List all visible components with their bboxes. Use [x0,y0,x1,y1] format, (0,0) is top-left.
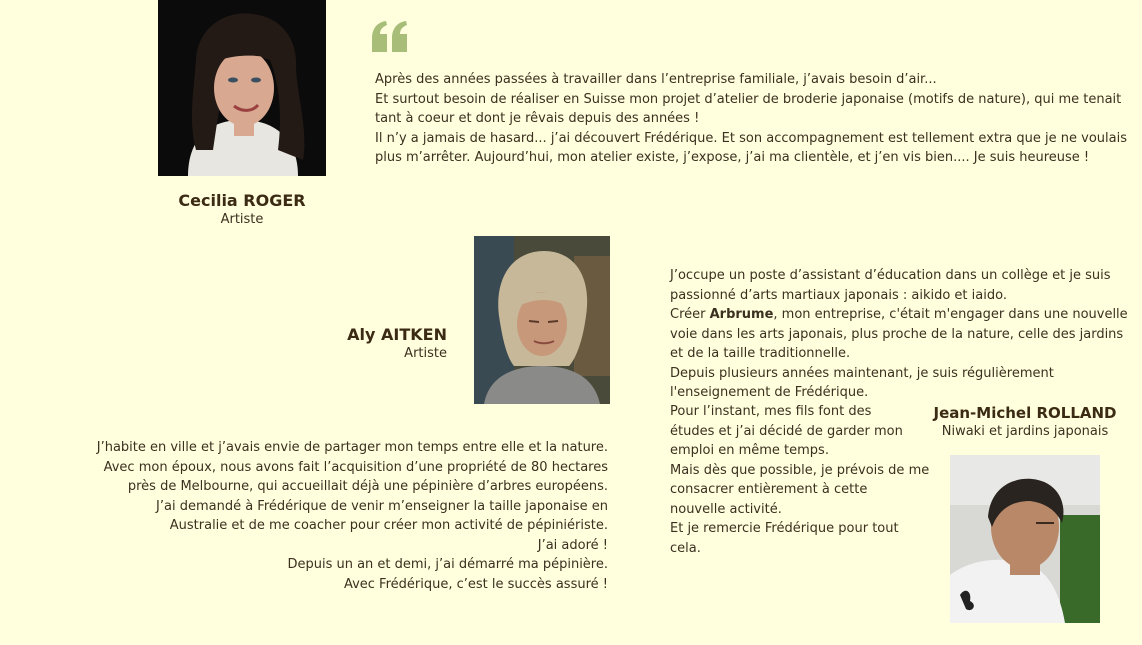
testimonial-line: J’ai demandé à Frédérique de venir m’enseigner la taille japonaise en [156,498,608,514]
testimonial-line: Pour l’instant, mes fils font des [670,404,872,419]
testimonial-line: Depuis plusieurs années maintenant, je suis régulièrement [670,365,1054,381]
testimonial-line: études et j’ai décidé de garder mon [670,423,903,439]
testimonial-text [670,402,932,558]
quote-mark-icon [370,20,410,54]
testimonial-line: Il n’y a jamais de hasard... j’ai découvert Frédérique. Et son accompagnement est tellement extra que je ne voulais plus m’arrêter. Aujourd’hui, mon atelier existe, j’expose, j’ai ma clientèle, et j’en vis bien.... Je suis heureuse ! [375,130,1127,165]
testimonial-line: emploi en même temps. [670,443,829,458]
testimonial-line: Et je remercie Frédérique pour tout [670,521,899,536]
testimonial-line: voie dans les arts japonais, plus proche de la nature, celle des jardins [670,326,1124,342]
jean-michel-rolland-photo [950,455,1100,623]
testimonial-line: et de la taille traditionnelle. [670,346,851,361]
testimonial-name: Aly AITKEN [347,325,447,344]
testimonial-name: Jean-Michel ROLLAND [933,404,1117,422]
testimonial-line: Depuis un an et demi, j’ai démarré ma pépinière. [287,557,608,572]
testimonial-line: Après des années passées à travailler dans l’entreprise familiale, j’avais besoin d’air... [375,72,937,87]
testimonial-line: Australie et de me coacher pour créer mon activité de pépiniériste. [169,518,608,533]
testimonial-line: consacrer entièrement à cette [670,482,868,497]
testimonial-line: Avec mon époux, nous avons fait l’acquisition d’une propriété de 80 hectares [103,459,608,475]
testimonial-line: près de Melbourne, qui accueillait déjà une pépinière d’arbres européens. [127,479,608,494]
testimonial-text [670,266,1135,403]
testimonial-name: Cecilia ROGER [178,191,306,210]
testimonial-role: Artiste [220,212,264,227]
testimonial-text [60,438,608,594]
testimonial-line: Avec Frédérique, c’est le succès assuré ! [343,576,608,592]
testimonial-line: Et surtout besoin de réaliser en Suisse mon projet d’atelier de broderie japonaise (motifs de nature), qui me tenait tant à coeur et dont je rêvais depuis des années ! [375,91,1122,126]
cecilia-roger-photo [158,0,326,176]
testimonial-line: cela. [670,540,701,556]
aly-aitken-photo [474,236,610,404]
testimonial-role: Artiste [404,346,447,361]
testimonial-text [375,70,1127,168]
testimonial-line: Créer Arbrume, mon entreprise, c'était m'engager dans une nouvelle [670,307,1128,322]
testimonial-line: J’occupe un poste d’assistant d’éducation dans un collège et je suis [670,268,1111,283]
testimonial-line: Mais dès que possible, je prévois de me [670,462,930,478]
testimonial-line: J’habite en ville et j’avais envie de partager mon temps entre elle et la nature. [96,440,608,455]
company-name: Arbrume [709,307,774,322]
testimonial-line: nouvelle activité. [670,501,782,517]
testimonial-line: l'enseignement de Frédérique. [670,385,869,400]
testimonial-line: J’ai adoré ! [537,537,608,553]
testimonial-role: Niwaki et jardins japonais [941,424,1109,439]
testimonial-line: passionné d’arts martiaux japonais : aikido et iaido. [670,287,1007,303]
